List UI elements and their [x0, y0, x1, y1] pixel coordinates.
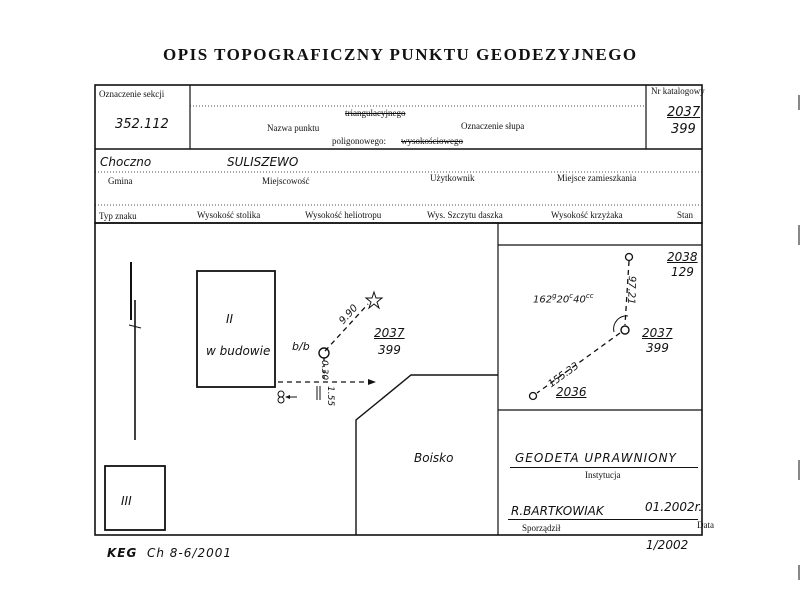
catalog-number: 2037: [667, 105, 701, 120]
top-point-subnumber: 129: [671, 265, 694, 279]
mid-point-subnumber: 399: [646, 341, 669, 355]
point-marker-2037-right: [621, 326, 629, 334]
point-name-label: Nazwa punktu: [267, 123, 320, 133]
gmina-label: Gmina: [108, 176, 133, 186]
catalog-label: Nr katalogowy: [651, 86, 705, 96]
catalog-subnumber: 399: [671, 122, 696, 137]
mid-point-number: 2037: [642, 326, 673, 340]
institution-value: GEODETA UPRAWNIONY: [515, 451, 677, 465]
top-point-number: 2038: [667, 250, 698, 264]
date-value: 01.2002r.: [645, 500, 703, 514]
bottom-point: 2036: [556, 385, 587, 399]
institution-underline: [510, 467, 698, 468]
polygon-label: poligonowego:: [332, 136, 386, 146]
user-label: Użytkownik: [430, 173, 475, 183]
polygon-struck: wysokościowego: [401, 136, 463, 146]
author-label: Sporządził: [522, 523, 561, 533]
point-subnumber: 399: [378, 343, 401, 357]
distance-up: 97.21: [625, 275, 637, 305]
author-underline: [508, 519, 698, 520]
table-height-label: Wysokość stolika: [197, 210, 261, 220]
date-label: Data: [697, 520, 714, 530]
footer-code: KEG Ch 8-6/2001: [107, 546, 232, 560]
building-class: II: [226, 312, 234, 326]
section-value: 352.112: [115, 117, 169, 132]
gmina-value: Choczno: [100, 155, 152, 169]
sign-type-label: Typ znaku: [99, 211, 137, 221]
document-title: OPIS TOPOGRAFICZNY PUNKTU GEODEZYJNEGO: [163, 45, 638, 64]
slit-height-label: Wys. Szczytu daszka: [427, 210, 503, 220]
point-type-struck: triangulacyjnego: [345, 108, 406, 118]
heliotrope-height-label: Wysokość heliotropu: [305, 210, 382, 220]
distance-to-star: 9.90: [337, 302, 361, 327]
point-number: 2037: [374, 326, 405, 340]
angle-label: $162^g20^c40^{cc}$: [533, 292, 594, 306]
building-status: w budowie: [206, 344, 271, 358]
point-marker-2038: [626, 254, 633, 261]
state-label: Stan: [677, 210, 694, 220]
author-value: R.BARTKOWIAK: [511, 504, 604, 518]
bb-label: b/b: [292, 340, 310, 353]
field-label: Boisko: [414, 451, 454, 465]
cross-height-label: Wysokość krzyżaka: [551, 210, 623, 220]
institution-label: Instytucja: [585, 470, 621, 480]
section-label: Oznaczenie sekcji: [99, 89, 165, 99]
distance-down-right: 155.33: [546, 360, 582, 391]
distance-down: 0.30: [319, 360, 329, 381]
locality-value: SULISZEWO: [227, 155, 299, 169]
small-building-class: III: [121, 494, 132, 508]
pillar-label: Oznaczenie słupa: [461, 121, 525, 131]
distance-right: 1.55: [325, 386, 335, 407]
point-marker-2036: [530, 393, 537, 400]
residence-label: Miejsce zamieszkania: [557, 173, 637, 183]
footer-date: 1/2002: [646, 538, 689, 552]
locality-label: Miejscowość: [262, 176, 310, 186]
